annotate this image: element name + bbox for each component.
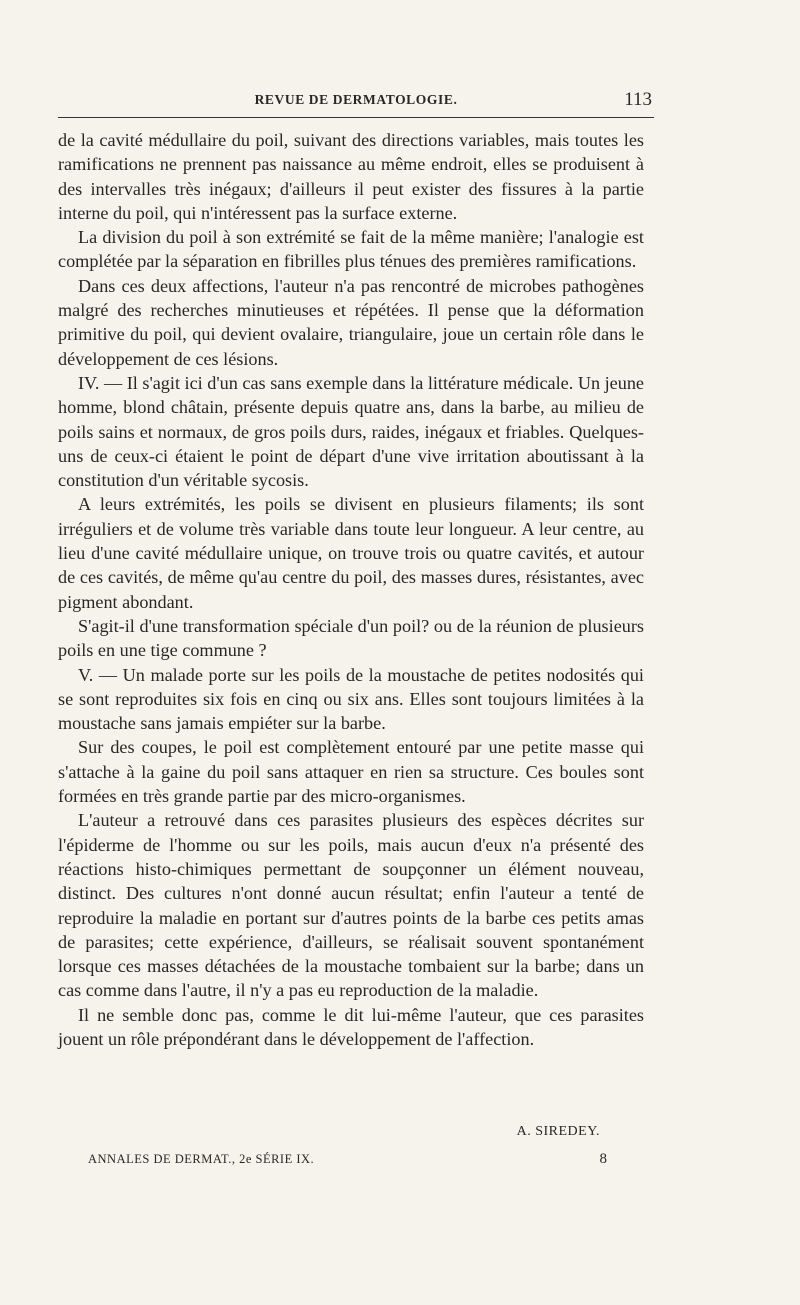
- paragraph: S'agit-il d'une transformation spéciale d'un poil? ou de la réunion de plusieurs poils en une tige commune ?: [58, 615, 644, 661]
- article-body: [58, 128, 644, 1051]
- running-head: [58, 89, 654, 114]
- paragraph-case-iv: IV. — Il s'agit ici d'un cas sans exemple dans la littérature médicale. Un jeune homme, blond châtain, présente depuis quatre ans, dans la barbe, au milieu de poils sains et normaux, de gros poils durs, raides, inégaux et friables. Quelques-uns de ceux-ci étaient le point de départ d'une vive irritation aboutissant à la constitution d'un véritable sycosis.: [58, 372, 644, 491]
- page-number: 113: [624, 89, 652, 110]
- paragraph: L'auteur a retrouvé dans ces parasites plusieurs des espèces décrites sur l'épiderme de l'homme ou sur les poils, mais aucun d'eux n'a présenté des réactions histo-chimiques permettant de soupçonner un élément nouveau, distinct. Des cultures n'ont donné aucun résultat; enfin l'auteur a tenté de reproduire la maladie en portant sur d'autres points de la barbe ces petits amas de parasites; cette expérience, d'ailleurs, se réalisait souvent spontanément lorsque ces masses détachées de la moustache tombaient sur la barbe; dans un cas comme dans l'autre, il n'y a pas eu reproduction de la maladie.: [58, 810, 644, 1001]
- paragraph: La division du poil à son extrémité se fait de la même manière; l'analogie est complétée par la séparation en fibrilles plus ténues des premières ramifications.: [58, 227, 644, 272]
- paragraph-case-v: V. — Un malade porte sur les poils de la moustache de petites nodosités qui se sont reproduites six fois en cinq ou six ans. Elles sont toujours limitées à la moustache sans jamais empiéter sur la barbe.: [58, 664, 644, 734]
- paragraph-continuation: de la cavité médullaire du poil, suivant des directions variables, mais toutes les ramifications ne prennent pas naissance au même endroit, elles se produisent à des intervalles très inégaux; d'ailleurs il peut exister des fissures à la partie interne du poil, qui n'intéressent pas la surface externe.: [58, 130, 644, 223]
- header-rule: [58, 117, 654, 118]
- printer-signature-mark: 8: [599, 1151, 607, 1167]
- paragraph: Dans ces deux affections, l'auteur n'a pas rencontré de microbes pathogènes malgré des recherches minutieuses et répétées. Il pense que la déformation primitive du poil, qui devient ovalaire, triangulaire, joue un certain rôle dans le développement de ces lésions.: [58, 275, 644, 369]
- paragraph-conclusion: Il ne semble donc pas, comme le dit lui-même l'auteur, que ces parasites jouent un rôle prépondérant dans le développement de l'affection.: [58, 1004, 644, 1049]
- paragraph: A leurs extrémités, les poils se divisent en plusieurs filaments; ils sont irréguliers et de volume très variable dans toute leur longueur. A leur centre, au lieu d'une cavité médullaire unique, on trouve trois ou quatre cavités, et autour de ces cavités, de même qu'au centre du poil, des masses dures, résistantes, avec pigment abondant.: [58, 494, 644, 612]
- page-footer: [58, 1152, 618, 1172]
- paragraph: Sur des coupes, le poil est complètement entouré par une petite masse qui s'attache à la gaine du poil sans attaquer en rien sa structure. Ces boules sont formées en très grande partie par des micro-organismes.: [58, 737, 644, 807]
- author-signature: A. SIREDEY.: [516, 1124, 600, 1139]
- running-title: REVUE DE DERMATOLOGIE.: [254, 92, 458, 107]
- journal-footer: ANNALES DE DERMAT., 2e SÉRIE IX.: [88, 1152, 315, 1166]
